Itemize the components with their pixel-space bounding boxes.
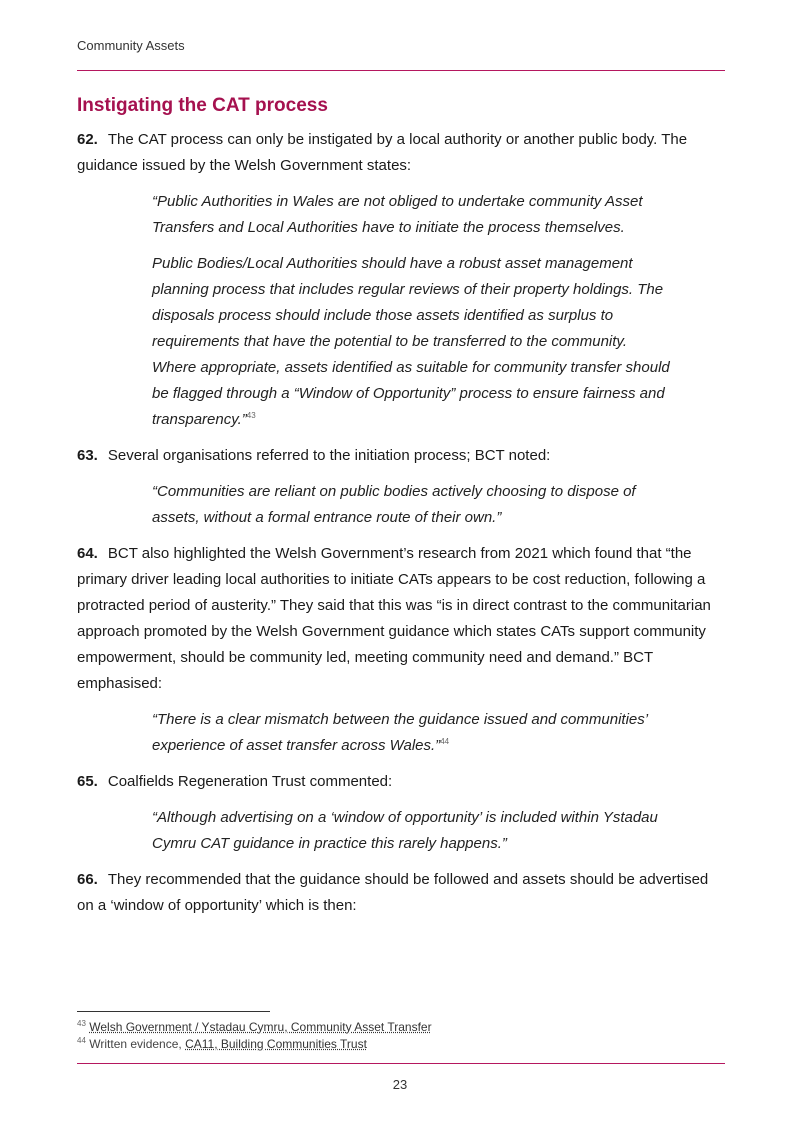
header-rule [77, 70, 725, 71]
running-header: Community Assets [77, 38, 185, 53]
paragraph-text: Coalfields Regeneration Trust commented: [107, 773, 393, 790]
paragraph-64 [77, 541, 725, 697]
paragraph-63 [77, 443, 725, 469]
footnote-number: 43 [77, 1019, 86, 1028]
paragraph-number: 62. [77, 131, 98, 148]
page-body [77, 95, 725, 929]
footnote-43 [77, 1019, 432, 1036]
paragraph-number: 63. [77, 447, 98, 464]
paragraph-text: The CAT process can only be instigated by a local authority or another public body. The guidance issued by the Welsh Government states: [77, 131, 688, 174]
page-number: 23 [392, 1077, 408, 1092]
footnote-separator [77, 1011, 270, 1012]
quote-62b [152, 251, 672, 433]
quote-text: “There is a clear mismatch between the guidance issued and communities’ experience of asset transfer across Wales.” [152, 711, 648, 754]
footnote-prefix: Written evidence, [89, 1037, 186, 1051]
footnote-number: 44 [77, 1036, 86, 1045]
paragraph-66 [77, 867, 725, 919]
footnote-ref-44[interactable]: 44 [440, 737, 450, 746]
paragraph-number: 66. [77, 871, 98, 888]
section-heading: Instigating the CAT process [77, 95, 328, 116]
footnote-44 [77, 1036, 432, 1053]
footnotes [77, 1019, 432, 1053]
paragraph-65 [77, 769, 725, 795]
quote-65: “Although advertising on a ‘window of opportunity’ is included within Ystadau Cymru CAT guidance in practice this rarely happens.” [152, 809, 658, 852]
quote-64 [152, 707, 672, 759]
paragraph-number: 65. [77, 773, 98, 790]
quote-62a: “Public Authorities in Wales are not obliged to undertake community Asset Transfers and Local Authorities have to initiate the process themselves. [152, 193, 643, 236]
quote-text: Public Bodies/Local Authorities should have a robust asset management planning process that includes regular reviews of their property holdings. The disposals process should include those assets identified as surplus to requirements that have the potential to be transferred to the community. Where appropriate, assets identified as suitable for community transfer should be flagged through a “Window of Opportunity” process to ensure fairness and transparency.” [152, 255, 670, 428]
footnote-link[interactable]: Welsh Government / Ystadau Cymru, Community Asset Transfer [89, 1020, 432, 1034]
footnote-ref-43[interactable]: 43 [246, 411, 256, 420]
paragraph-text: BCT also highlighted the Welsh Government’s research from 2021 which found that “the primary driver leading local authorities to initiate CATs appears to be cost reduction, following a protracted period of austerity.” They said that this was “is in direct contrast to the communitarian approach promoted by the Welsh Government guidance which states CATs support community empowerment, should be community led, meeting community need and demand.” BCT emphasised: [77, 545, 711, 692]
footer-rule [77, 1063, 725, 1064]
paragraph-number: 64. [77, 545, 98, 562]
paragraph-text: They recommended that the guidance should be followed and assets should be advertised on a ‘window of opportunity’ which is then: [77, 871, 709, 914]
paragraph-text: Several organisations referred to the initiation process; BCT noted: [107, 447, 551, 464]
paragraph-62 [77, 127, 725, 179]
footnote-link[interactable]: CA11, Building Communities Trust [185, 1037, 367, 1051]
quote-63: “Communities are reliant on public bodies actively choosing to dispose of assets, without a formal entrance route of their own.” [152, 483, 636, 526]
